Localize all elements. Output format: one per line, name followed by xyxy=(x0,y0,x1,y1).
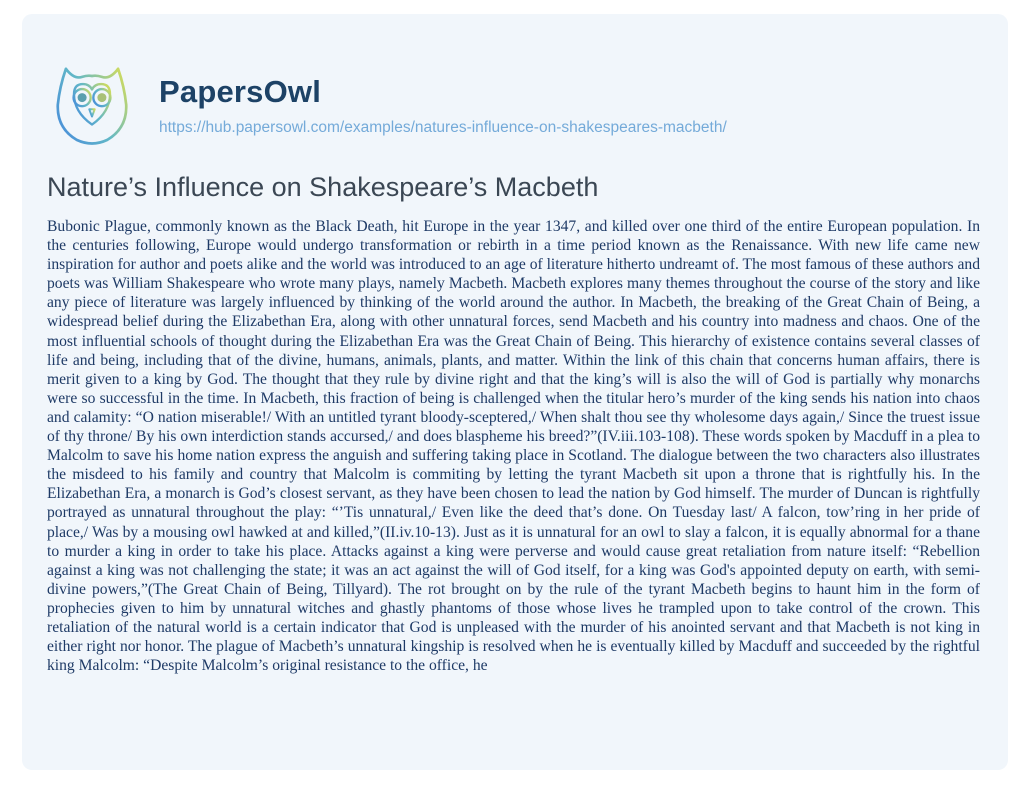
site-header xyxy=(47,56,727,150)
papersowl-owl-logo-icon xyxy=(47,56,137,150)
article-body-text: Bubonic Plague, commonly known as the Black Death, hit Europe in the year 1347, and killed over one third of the entire European population. In the centuries following, Europe would undergo transformation or rebirth in a time period known as the Renaissance. With new life came new inspiration for author and poets alike and the world was introduced to an age of literature hitherto undreamt of. The most famous of these authors and poets was William Shakespeare who wrote many plays, namely Macbeth. Macbeth explores many themes throughout the course of the story and like any piece of literature was largely influenced by thinking of the world around the author. In Macbeth, the breaking of the Great Chain of Being, a widespread belief during the Elizabethan Era, along with other unnatural forces, send Macbeth and his country into madness and chaos. One of the most influential schools of thought during the Elizabethan Era was the Great Chain of Being. This hierarchy of existence contains several classes of life and being, including that of the divine, humans, animals, plants, and matter. Within the link of this chain that concerns human affairs, there is merit given to a king by God. The thought that they rule by divine right and that the king’s will is also the will of God is partially why monarchs were so successful in the time. In Macbeth, this fraction of being is challenged when the titular hero’s murder of the king sends his nation into chaos and calamity: “O nation miserable!/ With an untitled tyrant bloody-sceptered,/ When shalt thou see thy wholesome days again,/ Since the truest issue of thy throne/ By his own interdiction stands accursed,/ and does blaspheme his breed?”(IV.iii.103-108). These words spoken by Macduff in a plea to Malcolm to save his home nation express the anguish and suffering taking place in Scotland. The dialogue between the two characters also illustrates the misdeed to his family and country that Malcolm is commiting by letting the tyrant Macbeth sit upon a throne that is rightfully his. In the Elizabethan Era, a monarch is God’s closest servant, as they have been chosen to lead the nation by God himself. The murder of Duncan is rightfully portrayed as unnatural throughout the play: “’Tis unnatural,/ Even like the deed that’s done. On Tuesday last/ A falcon, tow’ring in her pride of place,/ Was by a mousing owl hawked at and killed,”(II.iv.10-13). Just as it is unnatural for an owl to slay a falcon, it is equally abnormal for a thane to murder a king in order to take his place. Attacks against a king were perverse and would cause great retaliation from nature itself: “Rebellion against a king was not challenging the state; it was an act against the will of God itself, for a king was God's appointed deputy on earth, with semi-divine powers,”(The Great Chain of Being, Tillyard). The rot brought on by the rule of the tyrant Macbeth begins to haunt him in the form of prophecies given to him by unnatural witches and ghastly phantoms of those whose lives he trampled upon to take control of the crown. This retaliation of the natural world is a certain indicator that God is unpleased with the murder of his anointed servant and that Macbeth is not king in either right nor honor. The plague of Macbeth’s unnatural kingship is resolved when he is eventually killed by Macduff and succeeded by the rightful king Malcolm: “Despite Malcolm’s original resistance to the office, he xyxy=(47,218,980,675)
brand-block xyxy=(159,56,727,137)
source-url-link[interactable]: https://hub.papersowl.com/examples/natures-influence-on-shakespeares-macbeth/ xyxy=(159,119,727,136)
brand-title: PapersOwl xyxy=(159,74,322,109)
content-panel xyxy=(22,14,1008,770)
article-title: Nature’s Influence on Shakespeare’s Macbeth xyxy=(47,172,599,202)
